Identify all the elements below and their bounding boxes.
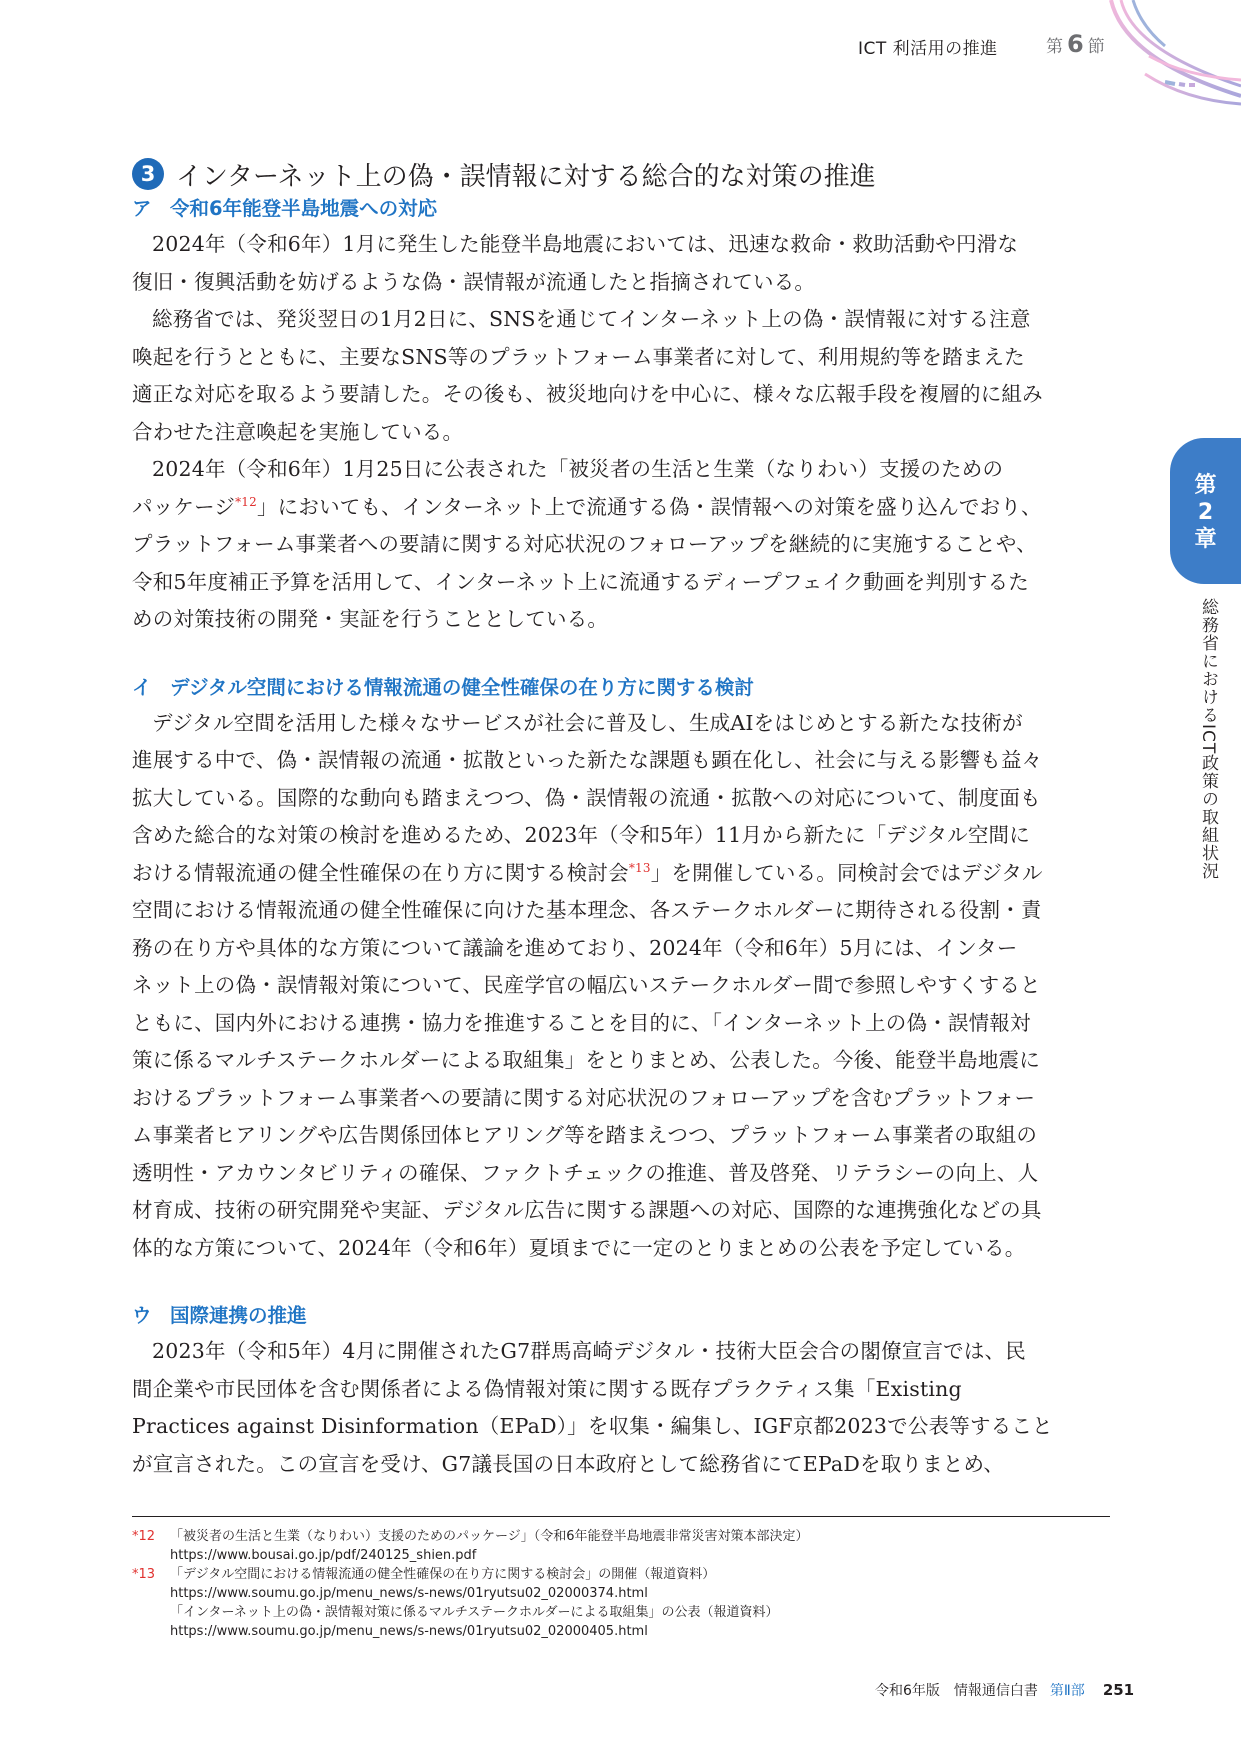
text-line: プラットフォーム事業者への要請に関する対応状況のフォローアップを継続的に実施することや、 — [132, 532, 1037, 556]
subsection-heading-i — [132, 671, 1110, 705]
chapter-tab-line3: 章 — [1194, 527, 1217, 552]
text-fragment: パッケージ — [132, 494, 236, 519]
section-suffix: 節 — [1087, 37, 1105, 57]
text-line: 体的な方策について、2024年（令和6年）夏頃までに一定のとりまとめの公表を予定している。 — [132, 1235, 1026, 1260]
text-line: 材育成、技術の研究開発や実証、デジタル広告に関する課題への対応、国際的な連携強化などの具 — [132, 1198, 1042, 1222]
subsection-i-body — [132, 705, 1110, 1268]
subsection-title: 令和6年能登半島地震への対応 — [170, 197, 438, 220]
footer-part: 第Ⅱ部 — [1049, 1683, 1085, 1699]
text-line: Practices against Disinformation（EPaD）」を収集・編集し、IGF京都2023で公表等すること — [132, 1414, 1053, 1438]
subsection-marker: ウ — [132, 1304, 152, 1327]
footer-publication: 情報通信白書 — [953, 1683, 1038, 1699]
chapter-side-title: 総務省におけるICT政策の取組状況 — [1198, 598, 1218, 881]
footnote-text: 「デジタル空間における情報流通の健全性確保の在り方に関する検討会」の開催（報道資料） — [170, 1567, 716, 1582]
footnote-mark: *13 — [132, 1567, 156, 1582]
text-line: 空間における情報流通の健全性確保に向けた基本理念、各ステークホルダーに期待される役割・責 — [132, 898, 1042, 922]
text-line: 策に係るマルチステークホルダーによる取組集」をとりまとめ、公表した。今後、能登半島地震に — [132, 1048, 1040, 1072]
footnote-divider — [132, 1516, 1110, 1517]
text-line: 復旧・復興活動を妨げるような偽・誤情報が流通したと指摘されている。 — [132, 269, 816, 294]
page-footer — [875, 1680, 1134, 1700]
page-number: 251 — [1102, 1681, 1135, 1699]
main-content — [132, 156, 1110, 1483]
section-heading — [132, 156, 1110, 192]
footnote-ref-13[interactable]: *13 — [628, 860, 651, 875]
text-line: デジタル空間を活用した様々なサービスが社会に普及し、生成AIをはじめとする新たな技術が — [152, 710, 1023, 735]
text-line: 喚起を行うとともに、主要なSNS等のプラットフォーム事業者に対して、利用規約等を踏まえた — [132, 344, 1025, 369]
text-line: 間企業や市民団体を含む関係者による偽情報対策に関する既存プラクティス集「Existing — [132, 1376, 962, 1401]
text-line: 含めた総合的な対策の検討を進めるため、2023年（令和5年）11月から新たに「デジタル空間に — [132, 823, 1030, 847]
text-line: おけるプラットフォーム事業者への要請に関する対応状況のフォローアップを含むプラットフォー — [132, 1085, 1036, 1110]
footnote-text: 「被災者の生活と生業（なりわい）支援のためのパッケージ」（令和6年能登半島地震非常災害対策本部決定） — [170, 1529, 809, 1544]
text-line: 透明性・アカウンタビリティの確保、ファクトチェックの推進、普及啓発、リテラシーの向上、人 — [132, 1160, 1039, 1185]
running-header-title: ICT 利活用の推進 — [858, 39, 998, 59]
footnote-text: 「インターネット上の偽・誤情報対策に係るマルチステークホルダーによる取組集」の公表（報道資料） — [170, 1605, 779, 1620]
chapter-tab — [1170, 438, 1241, 584]
text-line: 2023年（令和5年）4月に開催されたG7群馬高崎デジタル・技術大臣会合の閣僚宣言では、民 — [152, 1339, 1026, 1363]
section-number: 6 — [1067, 30, 1084, 58]
text-line: 2024年（令和6年）1月25日に公表された「被災者の生活と生業（なりわい）支援のための — [152, 457, 1004, 481]
decorative-arc-graphic — [1105, 0, 1241, 110]
footnote-url[interactable]: https://www.soumu.go.jp/menu_news/s-news/01ryutsu02_02000405.html — [170, 1624, 648, 1639]
chapter-tab-line1: 第 — [1194, 473, 1217, 498]
section-prefix: 第 — [1046, 37, 1063, 57]
text-line: めの対策技術の開発・実証を行うこととしている。 — [132, 607, 609, 631]
text-fragment: おける情報流通の健全性確保の在り方に関する検討会 — [132, 860, 629, 885]
subsection-marker: ア — [132, 197, 152, 220]
text-line: 務の在り方や具体的な方策について議論を進めており、2024年（令和6年）5月には、インター — [132, 935, 1018, 960]
text-line: 拡大している。国際的な動向も踏まえつつ、偽・誤情報の流通・拡散への対応について、制度面も — [132, 785, 1041, 810]
text-line — [132, 489, 1110, 527]
text-line: 適正な対応を取るよう要請した。その後も、被災地向けを中心に、様々な広報手段を複層的に組み — [132, 382, 1043, 406]
subsection-title: 国際連携の推進 — [170, 1304, 307, 1327]
text-line: 令和5年度補正予算を活用して、インターネット上に流通するディープフェイク動画を判別するた — [132, 569, 1029, 594]
chapter-tab-number: 2 — [1197, 500, 1214, 525]
text-line: ネット上の偽・誤情報対策について、民産学官の幅広いステークホルダー間で参照しやすくすると — [132, 973, 1041, 997]
text-line: ム事業者ヒアリングや広告関係団体ヒアリング等を踏まえつつ、プラットフォーム事業者の取組の — [132, 1123, 1038, 1147]
text-fragment: 」を開催している。同検討会ではデジタル — [650, 860, 1043, 885]
footnote-url[interactable]: https://www.soumu.go.jp/menu_news/s-news/01ryutsu02_02000374.html — [170, 1586, 648, 1601]
footnote-12 — [132, 1527, 1110, 1565]
subsection-a-body — [132, 226, 1110, 639]
text-line: 進展する中で、偽・誤情報の流通・拡散といった新たな課題も顕在化し、社会に与える影響も益々 — [132, 748, 1043, 772]
footnote-url[interactable]: https://www.bousai.go.jp/pdf/240125_shien.pdf — [170, 1548, 477, 1563]
subsection-marker: イ — [132, 675, 152, 699]
footnote-mark: *12 — [132, 1529, 156, 1544]
section-title: インターネット上の偽・誤情報に対する総合的な対策の推進 — [176, 161, 876, 192]
footnotes — [132, 1527, 1110, 1641]
subsection-heading-a — [132, 192, 1110, 226]
subsection-heading-u — [132, 1299, 1110, 1333]
text-line: 総務省では、発災翌日の1月2日に、SNSを通じてインターネット上の偽・誤情報に対する注意 — [152, 307, 1031, 331]
text-line: が宣言された。この宣言を受け、G7議長国の日本政府として総務省にてEPaDを取りまとめ、 — [132, 1451, 1005, 1476]
text-fragment: 」においても、インターネット上で流通する偽・誤情報への対策を盛り込んでおり、 — [256, 494, 1042, 519]
footnote-13 — [132, 1565, 1110, 1641]
section-label — [1046, 30, 1105, 58]
text-line: 2024年（令和6年）1月に発生した能登半島地震においては、迅速な救命・救助活動や円滑な — [152, 232, 1019, 256]
footnote-ref-12[interactable]: *12 — [235, 494, 257, 509]
subsection-u-body — [132, 1333, 1110, 1483]
footer-edition: 令和6年版 — [875, 1683, 940, 1699]
section-number-badge: 3 — [132, 158, 164, 190]
text-line: 合わせた注意喚起を実施している。 — [132, 419, 464, 444]
subsection-title: デジタル空間における情報流通の健全性確保の在り方に関する検討 — [170, 675, 754, 699]
text-line: ともに、国内外における連携・協力を推進することを目的に、「インターネット上の偽・誤情報対 — [132, 1010, 1031, 1035]
text-line — [132, 855, 1110, 893]
